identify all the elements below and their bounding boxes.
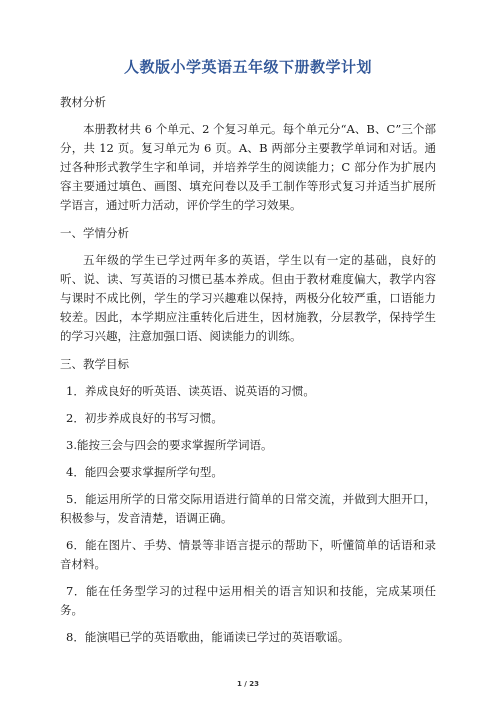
goal-item: 6．能在图片、手势、情景等非语言提示的帮助下，听懂简单的话语和录音材料。	[60, 538, 436, 571]
students-paragraph: 五年级的学生已学过两年多的英语，学生以有一定的基础，良好的听、说、读、写英语的习惯已基本养成。但由于教材难度偏大，教学内容与课时不成比例，学生的学习兴趣难以保持，两极分化较严重，口语能力较差。因此，本学期应注重转化后进生，因材施教，分层教学，保持学生的学习兴趣，注意加强口语、阅读能力的训练。	[60, 253, 436, 343]
goal-item: 3.能按三会与四会的要求掌握所学词语。	[66, 438, 273, 452]
section-heading-analysis: 教材分析	[60, 95, 106, 109]
section-heading-students: 一、学情分析	[60, 226, 129, 240]
goal-item: 8．能演唱已学的英语歌曲，能诵读已学过的英语歌谣。	[66, 630, 350, 644]
document-title: 人教版小学英语五年级下册教学计划	[123, 58, 372, 76]
goal-item: 2．初步养成良好的书写习惯。	[66, 411, 223, 425]
analysis-paragraph: 本册教材共 6 个单元、2 个复习单元。每个单元分“A、B、C”三个部分，共 12 页。复习单元为 6 页。A、B 两部分主要教学单词和对话。通过各种形式教学生字和单词，并培养学生的阅读能力；C 部分作为扩展内容主要通过填色、画图、填充问卷以及手工制作等形式复习并适当扩展所学语言，通过听力活动，评价学生的学习效果。	[60, 122, 436, 212]
goal-item: 7．能在任务型学习的过程中运用相关的语言知识和技能，完成某项任务。	[60, 584, 436, 617]
section-heading-goals: 三、教学目标	[60, 357, 129, 371]
page-number: 1 / 23	[236, 680, 260, 688]
goals-list	[60, 382, 436, 647]
goal-item: 4．能四会要求掌握所学句型。	[66, 465, 223, 479]
goal-item: 5．能运用所学的日常交际用语进行简单的日常交流，并做到大胆开口，积极参与，发音清楚，语调正确。	[60, 492, 436, 525]
goal-item: 1．养成良好的听英语、读英语、说英语的习惯。	[66, 384, 315, 398]
